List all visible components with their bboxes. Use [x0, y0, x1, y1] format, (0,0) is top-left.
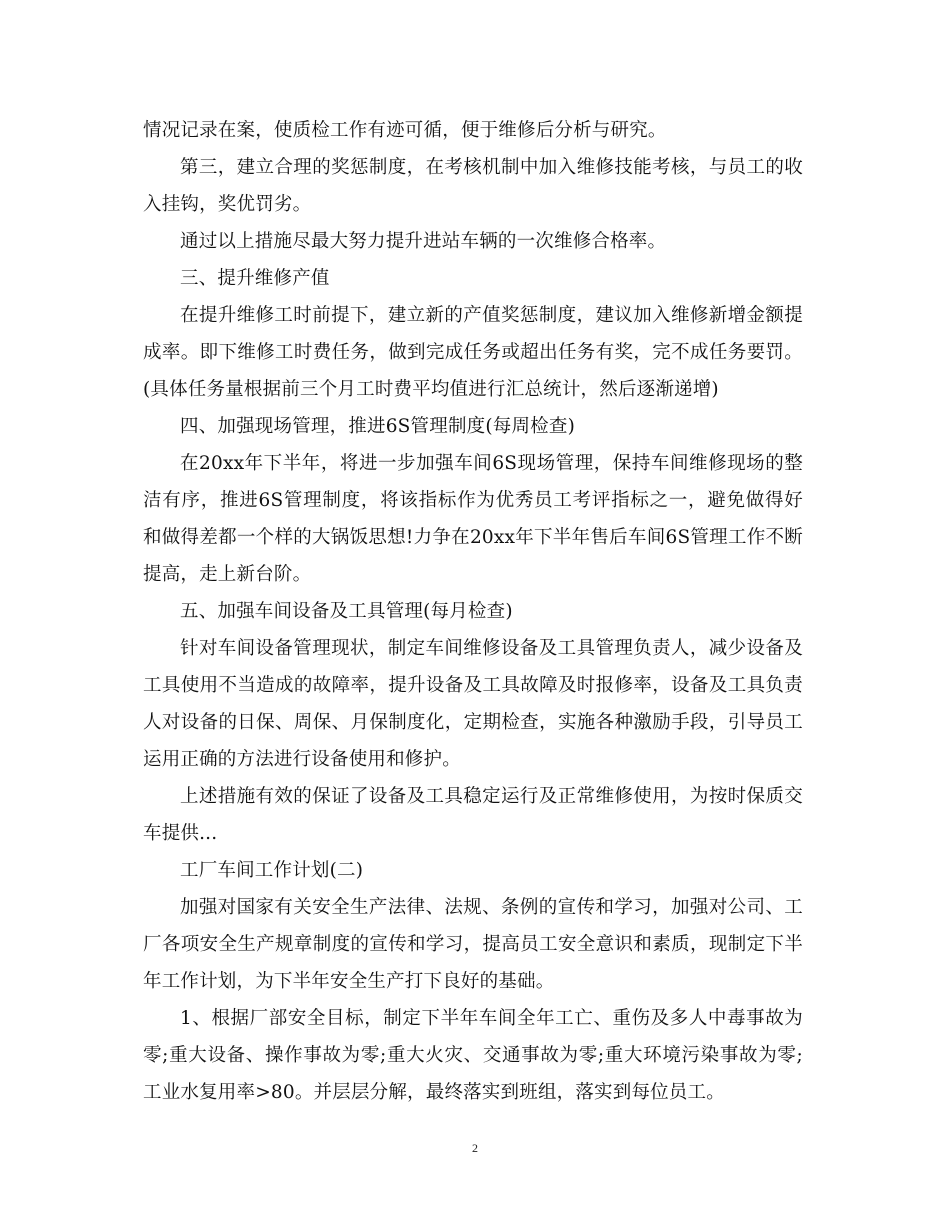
page-number: 2 [472, 1141, 478, 1155]
section-heading: 五、加强车间设备及工具管理(每月检查) [180, 601, 513, 622]
paragraph: 加强对国家有关安全生产法律、法规、条例的宣传和学习，加强对公司、工厂各项安全生产规章制度的宣传和学习，提高员工安全意识和素质，现制定下半年工作计划，为下半年安全生产打下良好的基础。 [143, 897, 803, 992]
paragraph: 情况记录在案，使质检工作有迹可循，便于维修后分析与研究。 [143, 120, 667, 141]
paragraph: 第三，建立合理的奖惩制度，在考核机制中加入维修技能考核，与员工的收入挂钩，奖优罚劣。 [143, 157, 803, 215]
section-heading: 工厂车间工作计划(二) [180, 860, 364, 881]
section-heading: 四、加强现场管理，推进6S管理制度(每周检查) [180, 416, 575, 437]
paragraph: 在20xx年下半年，将进一步加强车间6S现场管理，保持车间维修现场的整洁有序，推进6S管理制度，将该指标作为优秀员工考评指标之一，避免做得好和做得差都一个样的大锅饭思想!力争在20xx年下半年售后车间6S管理工作不断提高，走上新台阶。 [143, 453, 803, 585]
section-heading: 三、提升维修产值 [180, 268, 330, 289]
document-body [143, 112, 803, 1111]
paragraph: 1、根据厂部安全目标，制定下半年车间全年工亡、重伤及多人中毒事故为零;重大设备、操作事故为零;重大火灾、交通事故为零;重大环境污染事故为零;工业水复用率>80。并层层分解，最终落实到班组，落实到每位员工。 [143, 1008, 803, 1103]
paragraph: 通过以上措施尽最大努力提升进站车辆的一次维修合格率。 [180, 231, 667, 252]
paragraph: 针对车间设备管理现状，制定车间维修设备及工具管理负责人，减少设备及工具使用不当造成的故障率，提升设备及工具故障及时报修率，设备及工具负责人对设备的日保、周保、月保制度化，定期检查，实施各种激励手段，引导员工运用正确的方法进行设备使用和修护。 [143, 638, 803, 770]
paragraph: 上述措施有效的保证了设备及工具稳定运行及正常维修使用，为按时保质交车提供... [143, 786, 803, 844]
paragraph: 在提升维修工时前提下，建立新的产值奖惩制度，建议加入维修新增金额提成率。即下维修工时费任务，做到完成任务或超出任务有奖，完不成任务要罚。(具体任务量根据前三个月工时费平均值进行汇总统计，然后逐渐递增) [143, 305, 803, 400]
